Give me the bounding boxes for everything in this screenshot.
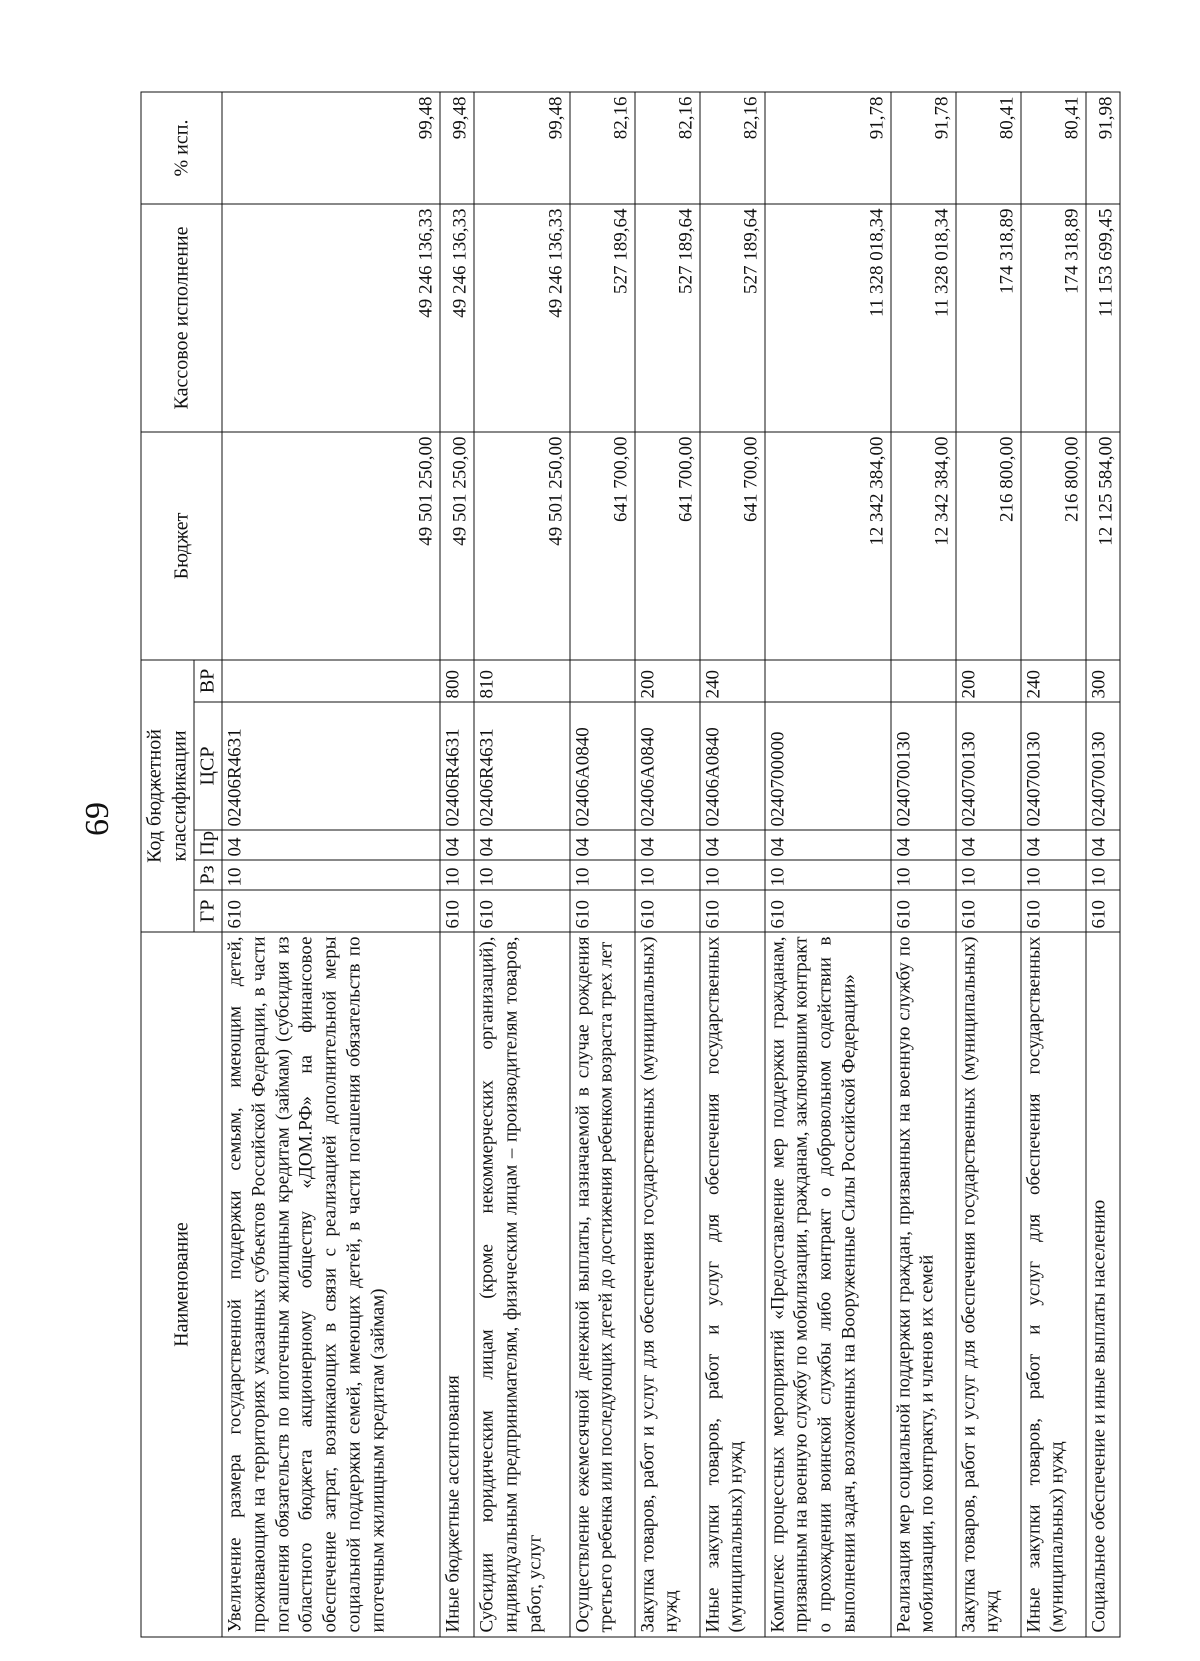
table-row	[955, 92, 1020, 1637]
row-rz: 10	[699, 860, 764, 890]
row-csr: 02406A0840	[699, 702, 764, 830]
row-vr: 810	[474, 660, 570, 702]
row-csr: 0240700130	[1020, 702, 1085, 830]
table-row	[439, 92, 473, 1637]
row-budget: 12 125 584,00	[1085, 432, 1119, 660]
table-row	[699, 92, 764, 1637]
row-vr	[890, 660, 955, 702]
row-pr: 04	[634, 830, 699, 860]
row-pct: 82,16	[634, 92, 699, 204]
row-csr: 0240700130	[955, 702, 1020, 830]
row-pr: 04	[474, 830, 570, 860]
row-name: Иные бюджетные ассигнования	[439, 932, 473, 1637]
row-pr: 04	[222, 830, 440, 860]
row-csr: 0240700130	[890, 702, 955, 830]
row-gr: 610	[474, 890, 570, 932]
row-rz: 10	[955, 860, 1020, 890]
row-rz: 10	[1085, 860, 1119, 890]
row-name: Субсидии юридическим лицам (кроме некоммерческих организаций), индивидуальным предпринимателям, физическим лицам – производителям товаров, работ, услуг	[474, 932, 570, 1637]
header-code-group: Код бюджетной классификации	[141, 660, 194, 932]
row-rz: 10	[474, 860, 570, 890]
header-name: Наименование	[141, 932, 222, 1637]
table-row	[890, 92, 955, 1637]
budget-table	[140, 92, 1120, 1638]
row-pct: 99,48	[474, 92, 570, 204]
row-cash: 11 328 018,34	[890, 204, 955, 432]
header-pr: Пр	[194, 830, 222, 860]
row-cash: 527 189,64	[699, 204, 764, 432]
row-name: Иные закупки товаров, работ и услуг для обеспечения государственных (муниципальных) нужд	[699, 932, 764, 1637]
table-row	[634, 92, 699, 1637]
row-pr: 04	[1020, 830, 1085, 860]
row-gr: 610	[222, 890, 440, 932]
row-gr: 610	[569, 890, 634, 932]
row-cash: 11 328 018,34	[764, 204, 890, 432]
row-pct: 80,41	[1020, 92, 1085, 204]
row-budget: 641 700,00	[699, 432, 764, 660]
row-csr: 0240700000	[764, 702, 890, 830]
table-row	[764, 92, 890, 1637]
row-rz: 10	[569, 860, 634, 890]
row-name: Закупка товаров, работ и услуг для обеспечения государственных (муниципальных) нужд	[634, 932, 699, 1637]
header-pct: % исп.	[141, 92, 222, 204]
row-rz: 10	[764, 860, 890, 890]
row-pct: 91,78	[764, 92, 890, 204]
row-pct: 82,16	[699, 92, 764, 204]
header-vr: ВР	[194, 660, 222, 702]
row-cash: 174 318,89	[955, 204, 1020, 432]
row-gr: 610	[699, 890, 764, 932]
row-rz: 10	[634, 860, 699, 890]
row-budget: 49 501 250,00	[474, 432, 570, 660]
row-cash: 174 318,89	[1020, 204, 1085, 432]
row-budget: 216 800,00	[1020, 432, 1085, 660]
row-csr: 02406R4631	[474, 702, 570, 830]
row-pr: 04	[439, 830, 473, 860]
row-gr: 610	[890, 890, 955, 932]
row-rz: 10	[222, 860, 440, 890]
row-gr: 610	[955, 890, 1020, 932]
row-name: Реализация мер социальной поддержки граждан, призванных на военную службу по мобилизации, по контракту, и членов их семей	[890, 932, 955, 1637]
row-csr: 02406A0840	[569, 702, 634, 830]
row-gr: 610	[439, 890, 473, 932]
row-budget: 49 501 250,00	[222, 432, 440, 660]
row-pct: 91,98	[1085, 92, 1119, 204]
row-pct: 91,78	[890, 92, 955, 204]
row-cash: 49 246 136,33	[222, 204, 440, 432]
header-cash: Кассовое исполнение	[141, 204, 222, 432]
page-number: 69	[79, 802, 116, 836]
row-vr	[569, 660, 634, 702]
row-pr: 04	[699, 830, 764, 860]
row-pr: 04	[890, 830, 955, 860]
row-vr: 200	[634, 660, 699, 702]
row-rz: 10	[890, 860, 955, 890]
row-vr	[222, 660, 440, 702]
table-row	[222, 92, 440, 1637]
header-gr: ГР	[194, 890, 222, 932]
row-name: Комплекс процессных мероприятий «Предоставление мер поддержки гражданам, призванным на военную службу по мобилизации, гражданам, заключившим контракт о прохождении воинской службы либо контракт о добровольном содействии в выполнении задач, возложенных на Вооруженные Силы Российской Федерации»	[764, 932, 890, 1637]
row-budget: 641 700,00	[634, 432, 699, 660]
table-row	[569, 92, 634, 1637]
row-rz: 10	[439, 860, 473, 890]
row-name: Социальное обеспечение и иные выплаты населению	[1085, 932, 1119, 1637]
row-cash: 11 153 699,45	[1085, 204, 1119, 432]
row-csr: 0240700130	[1085, 702, 1119, 830]
row-pct: 82,16	[569, 92, 634, 204]
row-vr: 300	[1085, 660, 1119, 702]
row-csr: 02406R4631	[222, 702, 440, 830]
row-name: Закупка товаров, работ и услуг для обеспечения государственных (муниципальных) нужд	[955, 932, 1020, 1637]
row-pr: 04	[955, 830, 1020, 860]
table-row	[1020, 92, 1085, 1637]
row-vr: 200	[955, 660, 1020, 702]
table-row	[1085, 92, 1119, 1637]
row-pct: 99,48	[222, 92, 440, 204]
table-row	[474, 92, 570, 1637]
row-budget: 216 800,00	[955, 432, 1020, 660]
header-rz: Рз	[194, 860, 222, 890]
row-name: Осуществление ежемесячной денежной выплаты, назначаемой в случае рождения третьего ребенка или последующих детей до достижения ребенком возраста трех лет	[569, 932, 634, 1637]
row-pr: 04	[764, 830, 890, 860]
row-cash: 527 189,64	[569, 204, 634, 432]
row-cash: 527 189,64	[634, 204, 699, 432]
row-pr: 04	[1085, 830, 1119, 860]
row-csr: 02406R4631	[439, 702, 473, 830]
row-rz: 10	[1020, 860, 1085, 890]
header-csr: ЦСР	[194, 702, 222, 830]
row-budget: 641 700,00	[569, 432, 634, 660]
row-gr: 610	[1020, 890, 1085, 932]
row-csr: 02406A0840	[634, 702, 699, 830]
row-vr	[764, 660, 890, 702]
row-gr: 610	[1085, 890, 1119, 932]
rotated-table-container	[140, 93, 1120, 1638]
row-name: Иные закупки товаров, работ и услуг для обеспечения государственных (муниципальных) нужд	[1020, 932, 1085, 1637]
row-budget: 12 342 384,00	[890, 432, 955, 660]
row-cash: 49 246 136,33	[439, 204, 473, 432]
row-budget: 49 501 250,00	[439, 432, 473, 660]
row-name: Увеличение размера государственной поддержки семьям, имеющим детей, проживающим на территориях указанных субъектов Российской Федерации, в части погашения обязательств по ипотечным жилищным кредитам (займам) (субсидия из областного бюджета акционерному обществу «ДОМ.РФ» на финансовое обеспечение затрат, возникающих в связи с реализацией дополнительной меры социальной поддержки семей, имеющих детей, в части погашения обязательств по ипотечным жилищным кредитам (займам)	[222, 932, 440, 1637]
row-cash: 49 246 136,33	[474, 204, 570, 432]
row-pct: 80,41	[955, 92, 1020, 204]
row-pct: 99,48	[439, 92, 473, 204]
row-pr: 04	[569, 830, 634, 860]
row-gr: 610	[764, 890, 890, 932]
row-budget: 12 342 384,00	[764, 432, 890, 660]
header-budget: Бюджет	[141, 432, 222, 660]
row-vr: 240	[1020, 660, 1085, 702]
row-vr: 800	[439, 660, 473, 702]
row-gr: 610	[634, 890, 699, 932]
row-vr: 240	[699, 660, 764, 702]
